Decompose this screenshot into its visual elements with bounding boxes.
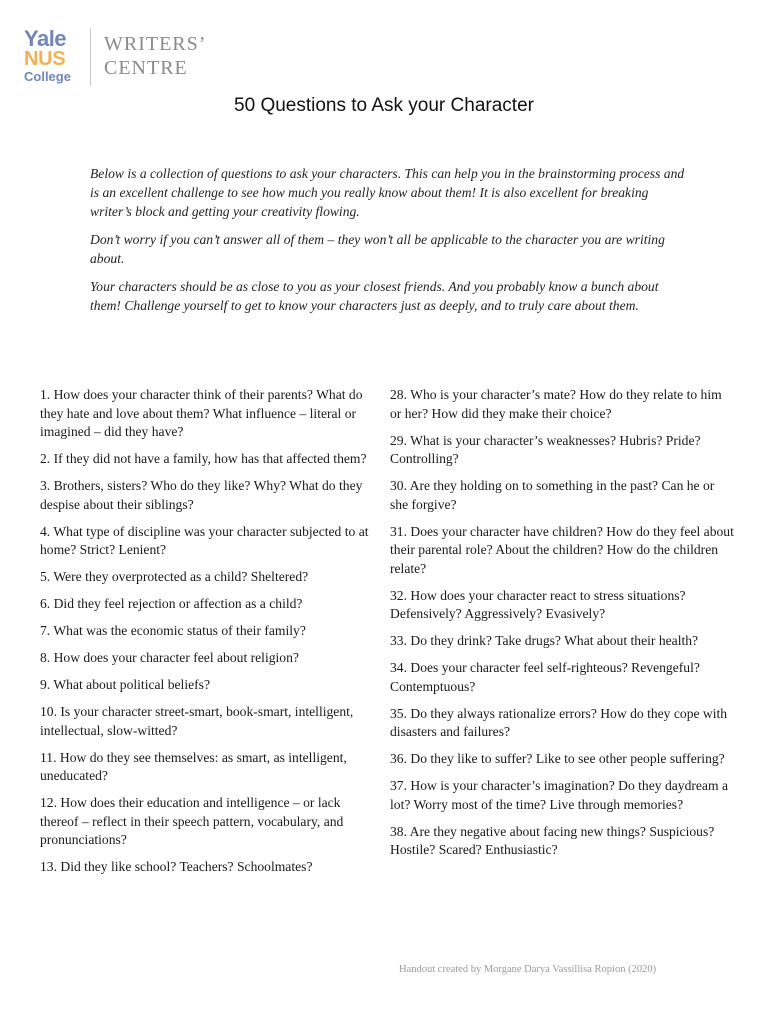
question-item: 12. How does their education and intelligence – or lack thereof – reflect in their speech pattern, vocabulary, and pronunciations?: [40, 795, 344, 847]
question-item: 36. Do they like to suffer? Like to see other people suffering?: [390, 751, 725, 766]
intro-paragraph: Below is a collection of questions to ask your characters. This can help you in the brainstorming process and is an excellent challenge to see how much you really know about them! It is also excellent for breaking writer’s block and getting your creativity flowing.: [90, 166, 685, 219]
question-item: 2. If they did not have a family, how has that affected them?: [40, 451, 367, 466]
question-item: 13. Did they like school? Teachers? Schoolmates?: [40, 859, 313, 874]
question-item: 33. Do they drink? Take drugs? What about their health?: [390, 633, 699, 648]
logo-college-text: College: [24, 69, 71, 84]
question-item: 1. How does your character think of their parents? What do they hate and love about them? What influence – literal or imagined – did they have?: [40, 387, 363, 439]
questions-right-column: [390, 386, 735, 868]
logo-writers-text: WRITERS’: [104, 33, 207, 55]
questions-left-column: [40, 386, 380, 885]
intro-paragraph: Don’t worry if you can’t answer all of them – they won’t all be applicable to the character you are writing about.: [90, 232, 665, 266]
question-item: 10. Is your character street-smart, book-smart, intelligent, intellectual, slow-witted?: [40, 704, 354, 738]
question-item: 35. Do they always rationalize errors? How do they cope with disasters and failures?: [390, 705, 728, 739]
intro-paragraph: Your characters should be as close to you as your closest friends. And you probably know a bunch about them! Challenge yourself to get to know your characters just as deeply, and to truly care about them.: [90, 279, 659, 313]
question-item: 37. How is your character’s imagination? Do they daydream a lot? Worry most of the time? Live through memories?: [390, 778, 728, 812]
question-item: 7. What was the economic status of their family?: [40, 623, 306, 638]
intro-section: [90, 164, 690, 324]
logo-centre-text: CENTRE: [104, 57, 188, 79]
page-title: 50 Questions to Ask your Character: [234, 95, 534, 116]
question-item: 5. Were they overprotected as a child? Sheltered?: [40, 569, 309, 584]
question-item: 31. Does your character have children? How do they feel about their parental role? About the children? How do the children relate?: [390, 523, 734, 576]
question-item: 29. What is your character’s weaknesses? Hubris? Pride? Controlling?: [390, 432, 701, 466]
question-item: 9. What about political beliefs?: [40, 677, 210, 692]
question-item: 11. How do they see themselves: as smart, as intelligent, uneducated?: [40, 749, 347, 783]
question-item: 3. Brothers, sisters? Who do they like? Why? What do they despise about their siblings?: [40, 478, 363, 512]
question-item: 28. Who is your character’s mate? How do they relate to him or her? How did they make their choice?: [390, 387, 722, 421]
question-item: 8. How does your character feel about religion?: [40, 650, 299, 665]
logo-divider: [90, 28, 91, 86]
question-item: 34. Does your character feel self-righteous? Revengeful? Contemptuous?: [390, 660, 700, 694]
logo-writers-centre: [104, 32, 206, 80]
question-item: 38. Are they negative about facing new things? Suspicious? Hostile? Scared? Enthusiastic?: [390, 823, 715, 857]
logo-yale-text: Yale: [24, 26, 67, 51]
question-item: 30. Are they holding on to something in the past? Can he or she forgive?: [390, 478, 715, 512]
question-item: 32. How does your character react to stress situations? Defensively? Aggressively? Evasively?: [390, 587, 686, 621]
footer-credit: Handout created by Morgane Darya Vassillisa Ropion (2020): [399, 964, 657, 975]
logo-nus-text: NUS: [24, 48, 66, 70]
question-item: 6. Did they feel rejection or affection as a child?: [40, 596, 303, 611]
question-item: 4. What type of discipline was your character subjected to at home? Strict? Lenient?: [40, 523, 369, 557]
